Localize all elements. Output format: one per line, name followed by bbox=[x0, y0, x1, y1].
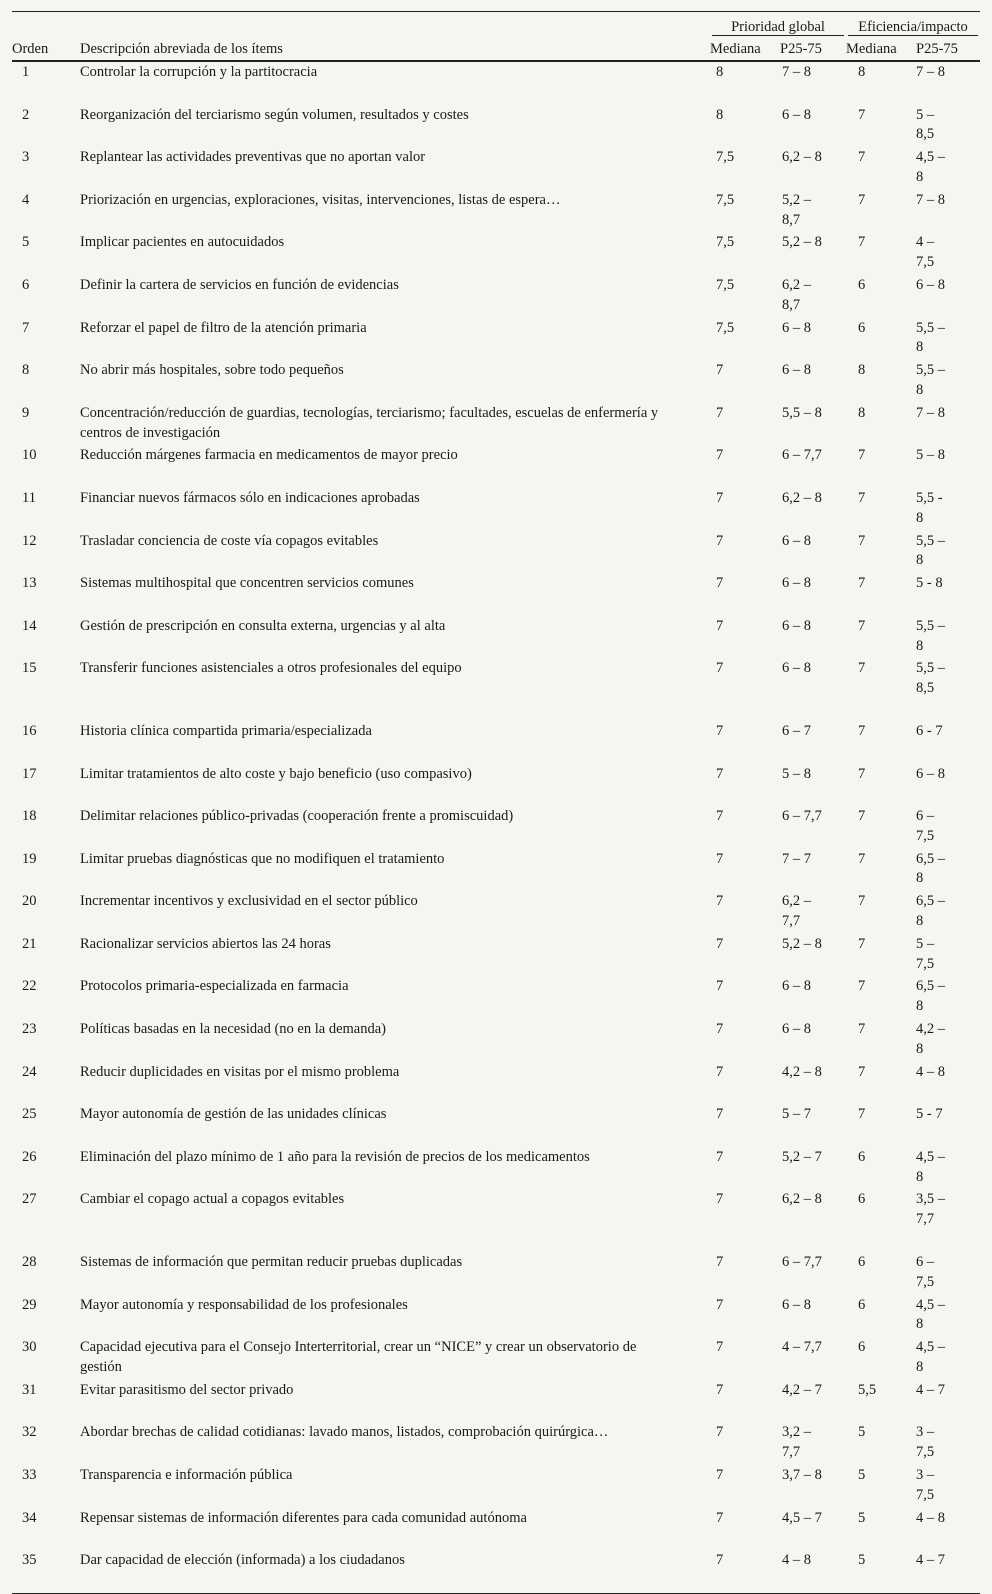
row-order: 5 bbox=[22, 234, 30, 251]
row-order: 19 bbox=[22, 850, 37, 867]
row-description: Incrementar incentivos y exclusividad en el sector público bbox=[80, 893, 418, 910]
row-median-efficiency: 8 bbox=[858, 362, 866, 379]
row-median-efficiency: 8 bbox=[858, 64, 866, 80]
row-median-efficiency: 7 bbox=[858, 617, 866, 634]
row-range-efficiency: 4,5 – 8 bbox=[916, 1296, 945, 1333]
row-range-priority: 6 – 8 bbox=[782, 660, 811, 677]
table-row bbox=[12, 1104, 980, 1147]
row-median-priority: 7,5 bbox=[716, 149, 735, 166]
header-spacer bbox=[12, 12, 80, 39]
row-median-priority: 7 bbox=[716, 1021, 724, 1038]
row-median-efficiency: 8 bbox=[858, 404, 866, 421]
row-median-priority: 7,5 bbox=[716, 319, 735, 336]
row-range-priority: 6 – 7,7 bbox=[782, 1254, 822, 1271]
row-median-efficiency: 6 bbox=[858, 1296, 866, 1313]
row-description: Financiar nuevos fármacos sólo en indicaciones aprobadas bbox=[80, 489, 420, 506]
row-order: 14 bbox=[22, 617, 37, 634]
row-range-priority: 6,2 – 8 bbox=[782, 149, 822, 166]
row-range-efficiency: 6 – 8 bbox=[916, 276, 945, 293]
table-row bbox=[12, 531, 980, 574]
row-range-priority: 6 – 8 bbox=[782, 1296, 811, 1313]
row-median-efficiency: 7 bbox=[858, 575, 866, 592]
row-order: 21 bbox=[22, 935, 37, 952]
row-range-efficiency: 6,5 – 8 bbox=[916, 978, 945, 1015]
row-median-efficiency: 6 bbox=[858, 1254, 866, 1271]
row-median-priority: 7 bbox=[716, 660, 724, 677]
row-description: No abrir más hospitales, sobre todo pequeños bbox=[80, 362, 344, 379]
row-range-efficiency: 5 – 7,5 bbox=[916, 935, 935, 972]
row-order: 26 bbox=[22, 1148, 37, 1165]
row-order: 6 bbox=[22, 276, 30, 293]
row-median-priority: 7 bbox=[716, 532, 724, 549]
row-range-priority: 6 – 8 bbox=[782, 617, 811, 634]
row-median-priority: 8 bbox=[716, 106, 724, 123]
header-p25-75-priority: P25-75 bbox=[774, 38, 846, 61]
row-range-efficiency: 5,5 - 8 bbox=[916, 489, 943, 526]
table-row bbox=[12, 360, 980, 403]
row-range-efficiency: 4 – 7 bbox=[910, 1550, 980, 1593]
row-description: Transferir funciones asistenciales a otros profesionales del equipo bbox=[80, 660, 462, 677]
row-description: Capacidad ejecutiva para el Consejo Interterritorial, crear un “NICE” y crear un observatorio de gestión bbox=[80, 1339, 637, 1376]
table-row bbox=[12, 61, 980, 105]
row-median-priority: 7 bbox=[716, 1254, 724, 1271]
row-order: 16 bbox=[22, 722, 37, 739]
row-median-efficiency: 7 bbox=[858, 1106, 866, 1123]
row-description: Reducción márgenes farmacia en medicamentos de mayor precio bbox=[80, 447, 458, 464]
table-row bbox=[12, 1295, 980, 1338]
row-description: Reducir duplicidades en visitas por el mismo problema bbox=[80, 1063, 400, 1080]
row-range-priority: 6 – 7 bbox=[782, 722, 811, 739]
table-row bbox=[12, 806, 980, 849]
row-median-priority: 7 bbox=[716, 935, 724, 952]
row-description: Definir la cartera de servicios en función de evidencias bbox=[80, 276, 399, 293]
priority-table bbox=[12, 11, 980, 1594]
row-median-priority: 7 bbox=[716, 404, 724, 421]
table-row bbox=[12, 1422, 980, 1465]
table-row bbox=[12, 190, 980, 233]
row-order: 23 bbox=[22, 1021, 37, 1038]
row-median-efficiency: 7 bbox=[858, 489, 866, 506]
row-range-efficiency: 7 – 8 bbox=[916, 404, 945, 421]
row-range-efficiency: 5 – 8 bbox=[916, 447, 945, 464]
row-description: Mayor autonomía de gestión de las unidades clínicas bbox=[80, 1106, 387, 1123]
row-description: Gestión de prescripción en consulta externa, urgencias y al alta bbox=[80, 617, 446, 634]
row-range-efficiency: 5 - 7 bbox=[916, 1106, 943, 1123]
row-median-priority: 7 bbox=[716, 1424, 724, 1441]
row-range-efficiency: 6,5 – 8 bbox=[916, 850, 945, 887]
row-median-priority: 7 bbox=[716, 1381, 724, 1398]
row-range-efficiency: 6 – 8 bbox=[916, 765, 945, 782]
row-description: Concentración/reducción de guardias, tecnologías, terciarismo; facultades, escuelas de enfermería y centros de investigación bbox=[80, 404, 659, 441]
row-order: 7 bbox=[22, 319, 30, 336]
row-range-priority: 7 – 7 bbox=[782, 850, 811, 867]
row-description: Limitar pruebas diagnósticas que no modifiquen el tratamiento bbox=[80, 850, 445, 867]
row-median-priority: 7 bbox=[716, 447, 724, 464]
row-order: 8 bbox=[22, 362, 30, 379]
row-description: Implicar pacientes en autocuidados bbox=[80, 234, 285, 251]
row-median-priority: 7 bbox=[716, 850, 724, 867]
header-efficiency-group: Eficiencia/impacto bbox=[846, 19, 980, 36]
header-spacer bbox=[80, 12, 710, 39]
row-order: 33 bbox=[22, 1467, 37, 1483]
row-range-efficiency: 6 – 7,5 bbox=[916, 1254, 935, 1290]
row-description: Protocolos primaria-especializada en farmacia bbox=[80, 978, 349, 995]
row-range-efficiency: 4,5 – 8 bbox=[916, 149, 945, 185]
row-median-efficiency: 5,5 bbox=[858, 1381, 877, 1398]
row-order: 3 bbox=[22, 149, 30, 166]
row-median-priority: 7 bbox=[716, 893, 724, 910]
row-order: 32 bbox=[22, 1424, 37, 1441]
table-row bbox=[12, 976, 980, 1019]
row-median-priority: 7 bbox=[716, 1339, 724, 1356]
table-row bbox=[12, 1465, 980, 1508]
row-range-priority: 6 – 8 bbox=[782, 532, 811, 549]
row-order: 34 bbox=[22, 1509, 37, 1526]
row-range-efficiency: 3 – 7,5 bbox=[916, 1424, 935, 1461]
table-row bbox=[12, 658, 980, 721]
row-median-priority: 7 bbox=[716, 1148, 724, 1165]
row-description: Priorización en urgencias, exploraciones, visitas, intervenciones, listas de espera… bbox=[80, 191, 561, 208]
row-order: 20 bbox=[22, 893, 37, 910]
row-range-priority: 5 – 7 bbox=[782, 1106, 811, 1123]
row-median-efficiency: 7 bbox=[858, 191, 866, 208]
table-row bbox=[12, 934, 980, 977]
row-median-priority: 7 bbox=[716, 1296, 724, 1313]
table-row bbox=[12, 445, 980, 488]
table-row bbox=[12, 1147, 980, 1190]
row-range-efficiency: 4 – 7,5 bbox=[916, 234, 935, 271]
row-range-priority: 6 – 8 bbox=[782, 575, 811, 592]
row-range-priority: 4 – 7,7 bbox=[782, 1339, 822, 1356]
row-description: Racionalizar servicios abiertos las 24 horas bbox=[80, 935, 331, 952]
row-description: Mayor autonomía y responsabilidad de los profesionales bbox=[80, 1296, 408, 1313]
table-row bbox=[12, 1337, 980, 1380]
row-range-efficiency: 4,5 – 8 bbox=[916, 1339, 945, 1376]
row-order: 22 bbox=[22, 978, 37, 995]
row-range-priority: 4 – 8 bbox=[774, 1550, 846, 1593]
row-range-priority: 5,2 – 8,7 bbox=[782, 191, 811, 228]
row-range-efficiency: 5 - 8 bbox=[916, 575, 943, 592]
row-description: Historia clínica compartida primaria/especializada bbox=[80, 722, 372, 739]
row-median-priority: 7 bbox=[716, 1467, 724, 1483]
row-range-priority: 5 – 8 bbox=[782, 765, 811, 782]
row-description: Sistemas multihospital que concentren servicios comunes bbox=[80, 575, 414, 592]
row-median-efficiency: 7 bbox=[858, 1021, 866, 1038]
row-median-efficiency: 6 bbox=[858, 276, 866, 293]
row-median-priority: 7 bbox=[716, 575, 724, 592]
header-median-efficiency: Mediana bbox=[846, 38, 910, 61]
table-header bbox=[12, 12, 980, 62]
table-row bbox=[12, 573, 980, 616]
row-range-efficiency: 4 – 7 bbox=[916, 1381, 945, 1398]
row-median-priority: 7 bbox=[716, 489, 724, 506]
row-order: 1 bbox=[22, 64, 30, 80]
row-median-efficiency: 7 bbox=[858, 1063, 866, 1080]
table-row bbox=[12, 764, 980, 807]
header-description: Descripción abreviada de los ítems bbox=[80, 38, 710, 61]
row-description: Dar capacidad de elección (informada) a los ciudadanos bbox=[80, 1550, 710, 1593]
row-order: 28 bbox=[22, 1254, 37, 1271]
row-median-efficiency: 5 bbox=[846, 1550, 910, 1593]
row-median-efficiency: 7 bbox=[858, 660, 866, 677]
row-description: Trasladar conciencia de coste vía copagos evitables bbox=[80, 532, 379, 549]
table-row bbox=[12, 275, 980, 318]
table-row bbox=[12, 1508, 980, 1551]
row-description: Controlar la corrupción y la partitocracia bbox=[80, 64, 318, 80]
row-range-priority: 5,2 – 8 bbox=[782, 234, 822, 251]
row-range-priority: 4,2 – 8 bbox=[782, 1063, 822, 1080]
table-row bbox=[12, 1019, 980, 1062]
table-row bbox=[12, 318, 980, 361]
row-range-efficiency: 5 – 8,5 bbox=[916, 106, 935, 143]
row-order: 29 bbox=[22, 1296, 37, 1313]
header-p25-75-efficiency: P25-75 bbox=[910, 38, 980, 61]
row-description: Transparencia e información pública bbox=[80, 1467, 293, 1483]
row-range-efficiency: 3 – 7,5 bbox=[916, 1467, 935, 1503]
table-row bbox=[12, 1189, 980, 1252]
row-median-efficiency: 5 bbox=[858, 1424, 866, 1441]
row-median-priority: 7 bbox=[716, 808, 724, 825]
row-range-priority: 6 – 8 bbox=[782, 319, 811, 336]
row-description: Limitar tratamientos de alto coste y bajo beneficio (uso compasivo) bbox=[80, 765, 472, 782]
row-range-priority: 3,2 – 7,7 bbox=[782, 1424, 811, 1461]
row-median-efficiency: 7 bbox=[858, 935, 866, 952]
table-row bbox=[12, 1062, 980, 1105]
row-median-efficiency: 7 bbox=[858, 149, 866, 166]
table-container bbox=[12, 11, 980, 1594]
row-range-efficiency: 5,5 – 8,5 bbox=[916, 660, 945, 697]
row-median-efficiency: 6 bbox=[858, 319, 866, 336]
table-body bbox=[12, 61, 980, 1593]
row-description: Reforzar el papel de filtro de la atención primaria bbox=[80, 319, 367, 336]
table-row bbox=[12, 232, 980, 275]
row-range-efficiency: 7 – 8 bbox=[916, 64, 945, 80]
row-median-priority: 7 bbox=[716, 1509, 724, 1526]
row-range-efficiency: 6 – 7,5 bbox=[916, 808, 935, 844]
row-order: 30 bbox=[22, 1339, 37, 1356]
row-range-priority: 5,2 – 8 bbox=[782, 935, 822, 952]
table-row bbox=[12, 616, 980, 659]
row-median-priority: 7,5 bbox=[716, 234, 735, 251]
table-row bbox=[12, 1380, 980, 1423]
row-median-efficiency: 6 bbox=[858, 1148, 866, 1165]
row-order: 12 bbox=[22, 532, 37, 549]
row-range-priority: 6 – 7,7 bbox=[782, 808, 822, 825]
row-median-priority: 7 bbox=[710, 1550, 774, 1593]
row-median-efficiency: 5 bbox=[858, 1509, 866, 1526]
row-range-priority: 5,5 – 8 bbox=[782, 404, 822, 421]
row-range-efficiency: 6,5 – 8 bbox=[916, 893, 945, 930]
row-order: 10 bbox=[22, 447, 37, 464]
row-median-priority: 8 bbox=[716, 64, 724, 80]
row-median-priority: 7 bbox=[716, 617, 724, 634]
row-order: 31 bbox=[22, 1381, 37, 1398]
row-order: 24 bbox=[22, 1063, 37, 1080]
row-description: Cambiar el copago actual a copagos evitables bbox=[80, 1191, 345, 1208]
table-row bbox=[12, 105, 980, 148]
row-median-efficiency: 7 bbox=[858, 532, 866, 549]
row-median-efficiency: 7 bbox=[858, 234, 866, 251]
row-description: Replantear las actividades preventivas que no aportan valor bbox=[80, 149, 426, 166]
row-description: Reorganización del terciarismo según volumen, resultados y costes bbox=[80, 106, 469, 123]
row-range-priority: 6,2 – 8,7 bbox=[782, 276, 811, 313]
row-median-efficiency: 7 bbox=[858, 893, 866, 910]
row-range-efficiency: 7 – 8 bbox=[916, 191, 945, 208]
row-range-priority: 6 – 8 bbox=[782, 978, 811, 995]
row-median-priority: 7 bbox=[716, 362, 724, 379]
row-range-priority: 5,2 – 7 bbox=[782, 1148, 822, 1165]
row-median-priority: 7 bbox=[716, 765, 724, 782]
row-range-efficiency: 5,5 – 8 bbox=[916, 319, 945, 356]
row-range-efficiency: 5,5 – 8 bbox=[916, 362, 945, 398]
row-order: 35 bbox=[12, 1550, 80, 1593]
row-range-efficiency: 3,5 – 7,7 bbox=[916, 1191, 945, 1228]
row-description: Delimitar relaciones público-privadas (cooperación frente a promiscuidad) bbox=[80, 808, 514, 825]
row-order: 15 bbox=[22, 660, 37, 677]
row-median-priority: 7 bbox=[716, 1063, 724, 1080]
row-range-efficiency: 4 – 8 bbox=[916, 1509, 945, 1526]
header-median-priority: Mediana bbox=[710, 38, 774, 61]
table-row bbox=[12, 488, 980, 531]
row-range-efficiency: 4,5 – 8 bbox=[916, 1148, 945, 1185]
row-median-priority: 7 bbox=[716, 1191, 724, 1208]
row-median-efficiency: 7 bbox=[858, 765, 866, 782]
row-range-priority: 6 – 8 bbox=[782, 1021, 811, 1038]
row-order: 13 bbox=[22, 575, 37, 592]
row-range-priority: 7 – 8 bbox=[782, 64, 811, 80]
row-range-efficiency: 5,5 – 8 bbox=[916, 532, 945, 569]
row-median-efficiency: 7 bbox=[858, 808, 866, 825]
row-median-efficiency: 6 bbox=[858, 1191, 866, 1208]
row-order: 25 bbox=[22, 1106, 37, 1123]
row-median-efficiency: 5 bbox=[858, 1467, 866, 1483]
row-median-priority: 7,5 bbox=[716, 191, 735, 208]
table-row bbox=[12, 891, 980, 934]
row-range-priority: 6 – 8 bbox=[782, 106, 811, 123]
table-row bbox=[12, 147, 980, 190]
row-order: 9 bbox=[22, 404, 30, 421]
row-median-efficiency: 6 bbox=[858, 1339, 866, 1356]
row-range-priority: 6 – 7,7 bbox=[782, 447, 822, 464]
row-range-efficiency: 6 - 7 bbox=[916, 722, 943, 739]
header-order: Orden bbox=[12, 38, 80, 61]
header-priority-group: Prioridad global bbox=[710, 19, 846, 36]
row-order: 17 bbox=[22, 765, 37, 782]
row-range-priority: 4,5 – 7 bbox=[782, 1509, 822, 1526]
row-order: 11 bbox=[22, 489, 36, 506]
row-range-priority: 6 – 8 bbox=[782, 362, 811, 379]
row-median-efficiency: 7 bbox=[858, 447, 866, 464]
row-median-efficiency: 7 bbox=[858, 722, 866, 739]
row-description: Evitar parasitismo del sector privado bbox=[80, 1381, 294, 1398]
row-median-priority: 7 bbox=[716, 1106, 724, 1123]
row-range-efficiency: 4,2 – 8 bbox=[916, 1021, 945, 1057]
row-order: 2 bbox=[22, 106, 30, 123]
row-description: Repensar sistemas de información diferentes para cada comunidad autónoma bbox=[80, 1509, 527, 1526]
row-description: Eliminación del plazo mínimo de 1 año para la revisión de precios de los medicamentos bbox=[80, 1148, 590, 1165]
row-range-efficiency: 5,5 – 8 bbox=[916, 617, 945, 654]
row-range-priority: 4,2 – 7 bbox=[782, 1381, 822, 1398]
row-order: 18 bbox=[22, 808, 37, 825]
row-median-priority: 7 bbox=[716, 978, 724, 995]
row-description: Políticas basadas en la necesidad (no en la demanda) bbox=[80, 1021, 386, 1038]
row-median-priority: 7 bbox=[716, 722, 724, 739]
row-median-priority: 7,5 bbox=[716, 276, 735, 293]
row-description: Abordar brechas de calidad cotidianas: lavado manos, listados, comprobación quirúrgica… bbox=[80, 1424, 609, 1441]
row-median-efficiency: 7 bbox=[858, 106, 866, 123]
row-median-efficiency: 7 bbox=[858, 850, 866, 867]
row-range-priority: 3,7 – 8 bbox=[782, 1467, 822, 1483]
row-order: 4 bbox=[22, 191, 30, 208]
row-range-efficiency: 4 – 8 bbox=[916, 1063, 945, 1080]
table-row bbox=[12, 1252, 980, 1295]
table-row bbox=[12, 403, 980, 446]
row-range-priority: 6,2 – 7,7 bbox=[782, 893, 811, 930]
row-median-efficiency: 7 bbox=[858, 978, 866, 995]
row-description: Sistemas de información que permitan reducir pruebas duplicadas bbox=[80, 1254, 463, 1271]
row-range-priority: 6,2 – 8 bbox=[782, 489, 822, 506]
table-row bbox=[12, 849, 980, 892]
table-row bbox=[12, 721, 980, 764]
row-range-priority: 6,2 – 8 bbox=[782, 1191, 822, 1208]
row-order: 27 bbox=[22, 1191, 37, 1208]
